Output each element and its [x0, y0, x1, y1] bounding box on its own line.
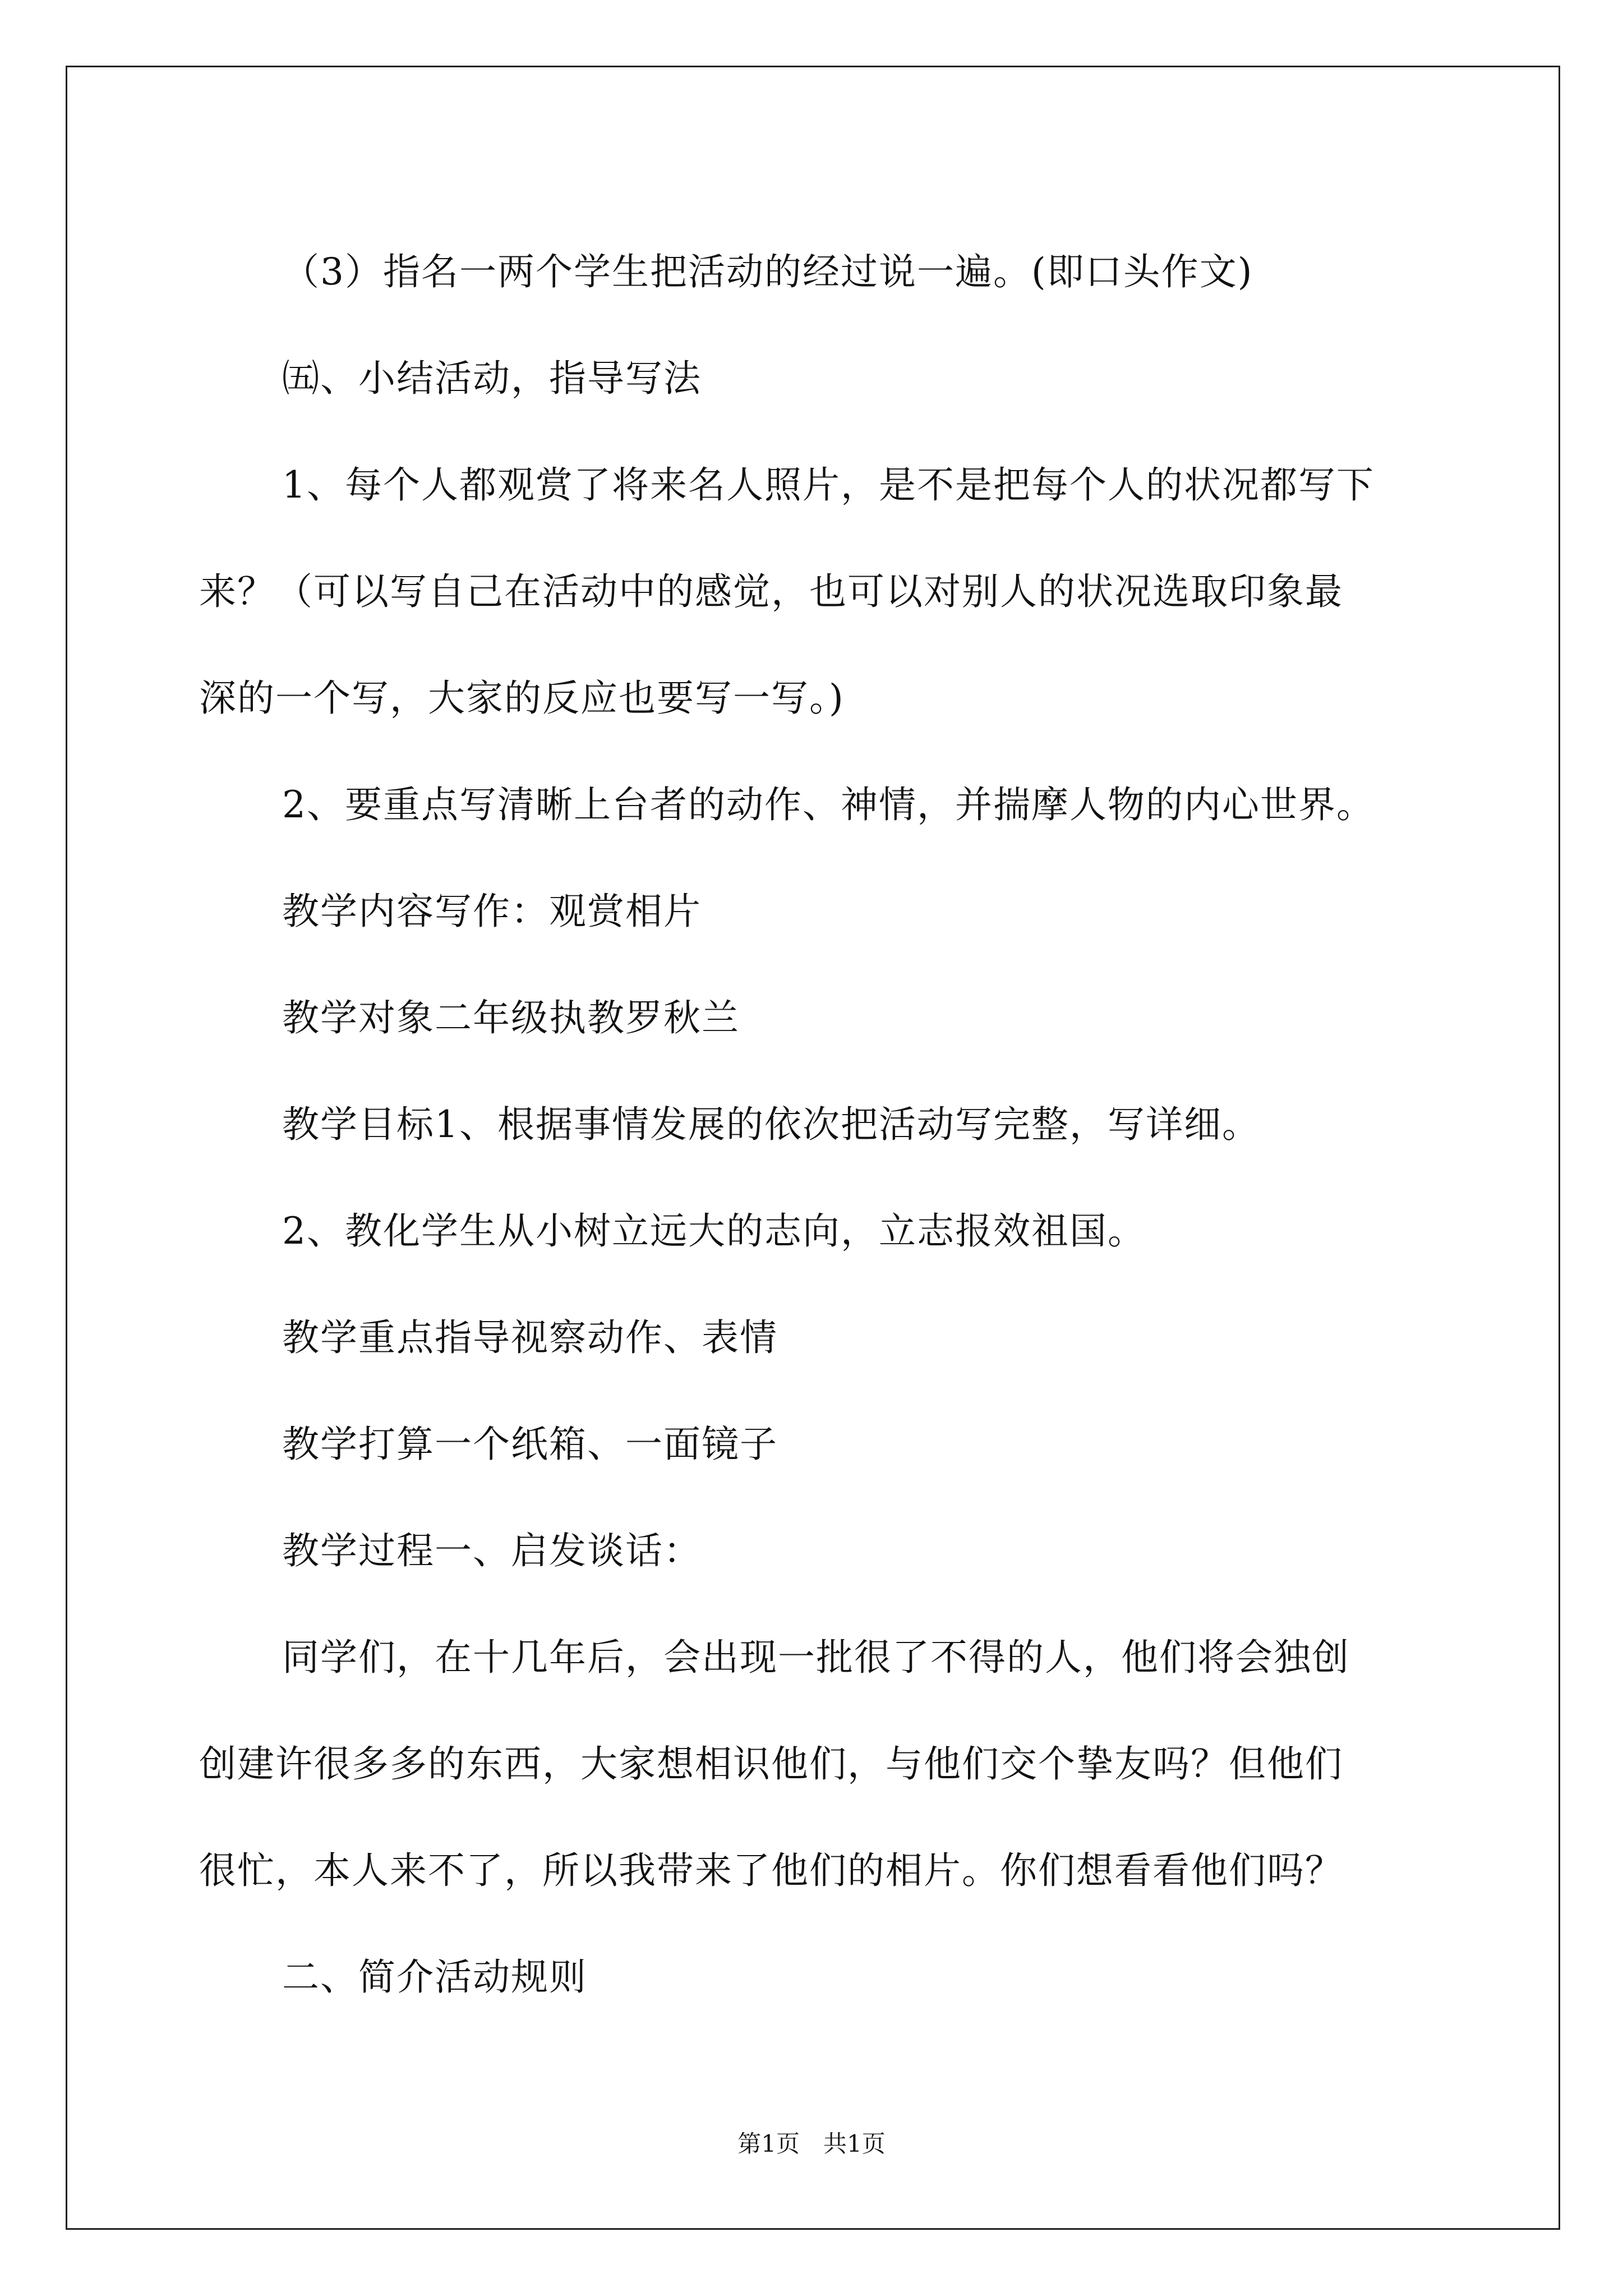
paragraph-3: 1、每个人都观赏了将来名人照片，是不是把每个人的状况都写下: [282, 463, 1375, 507]
paragraph-5: 教学内容写作：观赏相片: [282, 890, 702, 933]
page-footer: 第1页 共1页: [737, 2130, 886, 2157]
paragraph-4: 2、要重点写清晰上台者的动作、神情，并揣摩人物的内心世界。: [282, 783, 1375, 826]
paragraph-9: 教学重点指导视察动作、表情: [282, 1316, 778, 1359]
paragraph-6: 教学对象二年级执教罗秋兰: [282, 996, 740, 1039]
paragraph-12-line-3: 很忙，本人来不了，所以我带来了他们的相片。你们想看看他们吗？: [199, 1849, 1343, 1892]
paragraph-7: 教学目标1、根据事情发展的依次把活动写完整，写详细。: [282, 1103, 1260, 1146]
paragraph-8: 2、教化学生从小树立远大的志向，立志报效祖国。: [282, 1209, 1146, 1253]
paragraph-12-line-2: 创建许很多多的东西，大家想相识他们，与他们交个挚友吗？但他们: [199, 1742, 1343, 1786]
paragraph-3-line-2: 来？（可以写自己在活动中的感觉，也可以对别人的状况选取印象最: [199, 570, 1343, 613]
paragraph-11: 教学过程一、启发谈话：: [282, 1529, 702, 1572]
document-body: [199, 219, 1433, 2031]
paragraph-12: 同学们，在十几年后，会出现一批很了不得的人，他们将会独创: [282, 1636, 1350, 1679]
paragraph-3-line-3: 深的一个写，大家的反应也要写一写。): [199, 677, 845, 720]
paragraph-2: ㈤、小结活动，指导写法: [282, 357, 702, 400]
paragraph-10: 教学打算一个纸箱、一面镜子: [282, 1423, 778, 1466]
paragraph-1: （3）指名一两个学生把活动的经过说一遍。(即口头作文): [282, 250, 1253, 293]
paragraph-13: 二、简介活动规则: [282, 1955, 587, 1999]
